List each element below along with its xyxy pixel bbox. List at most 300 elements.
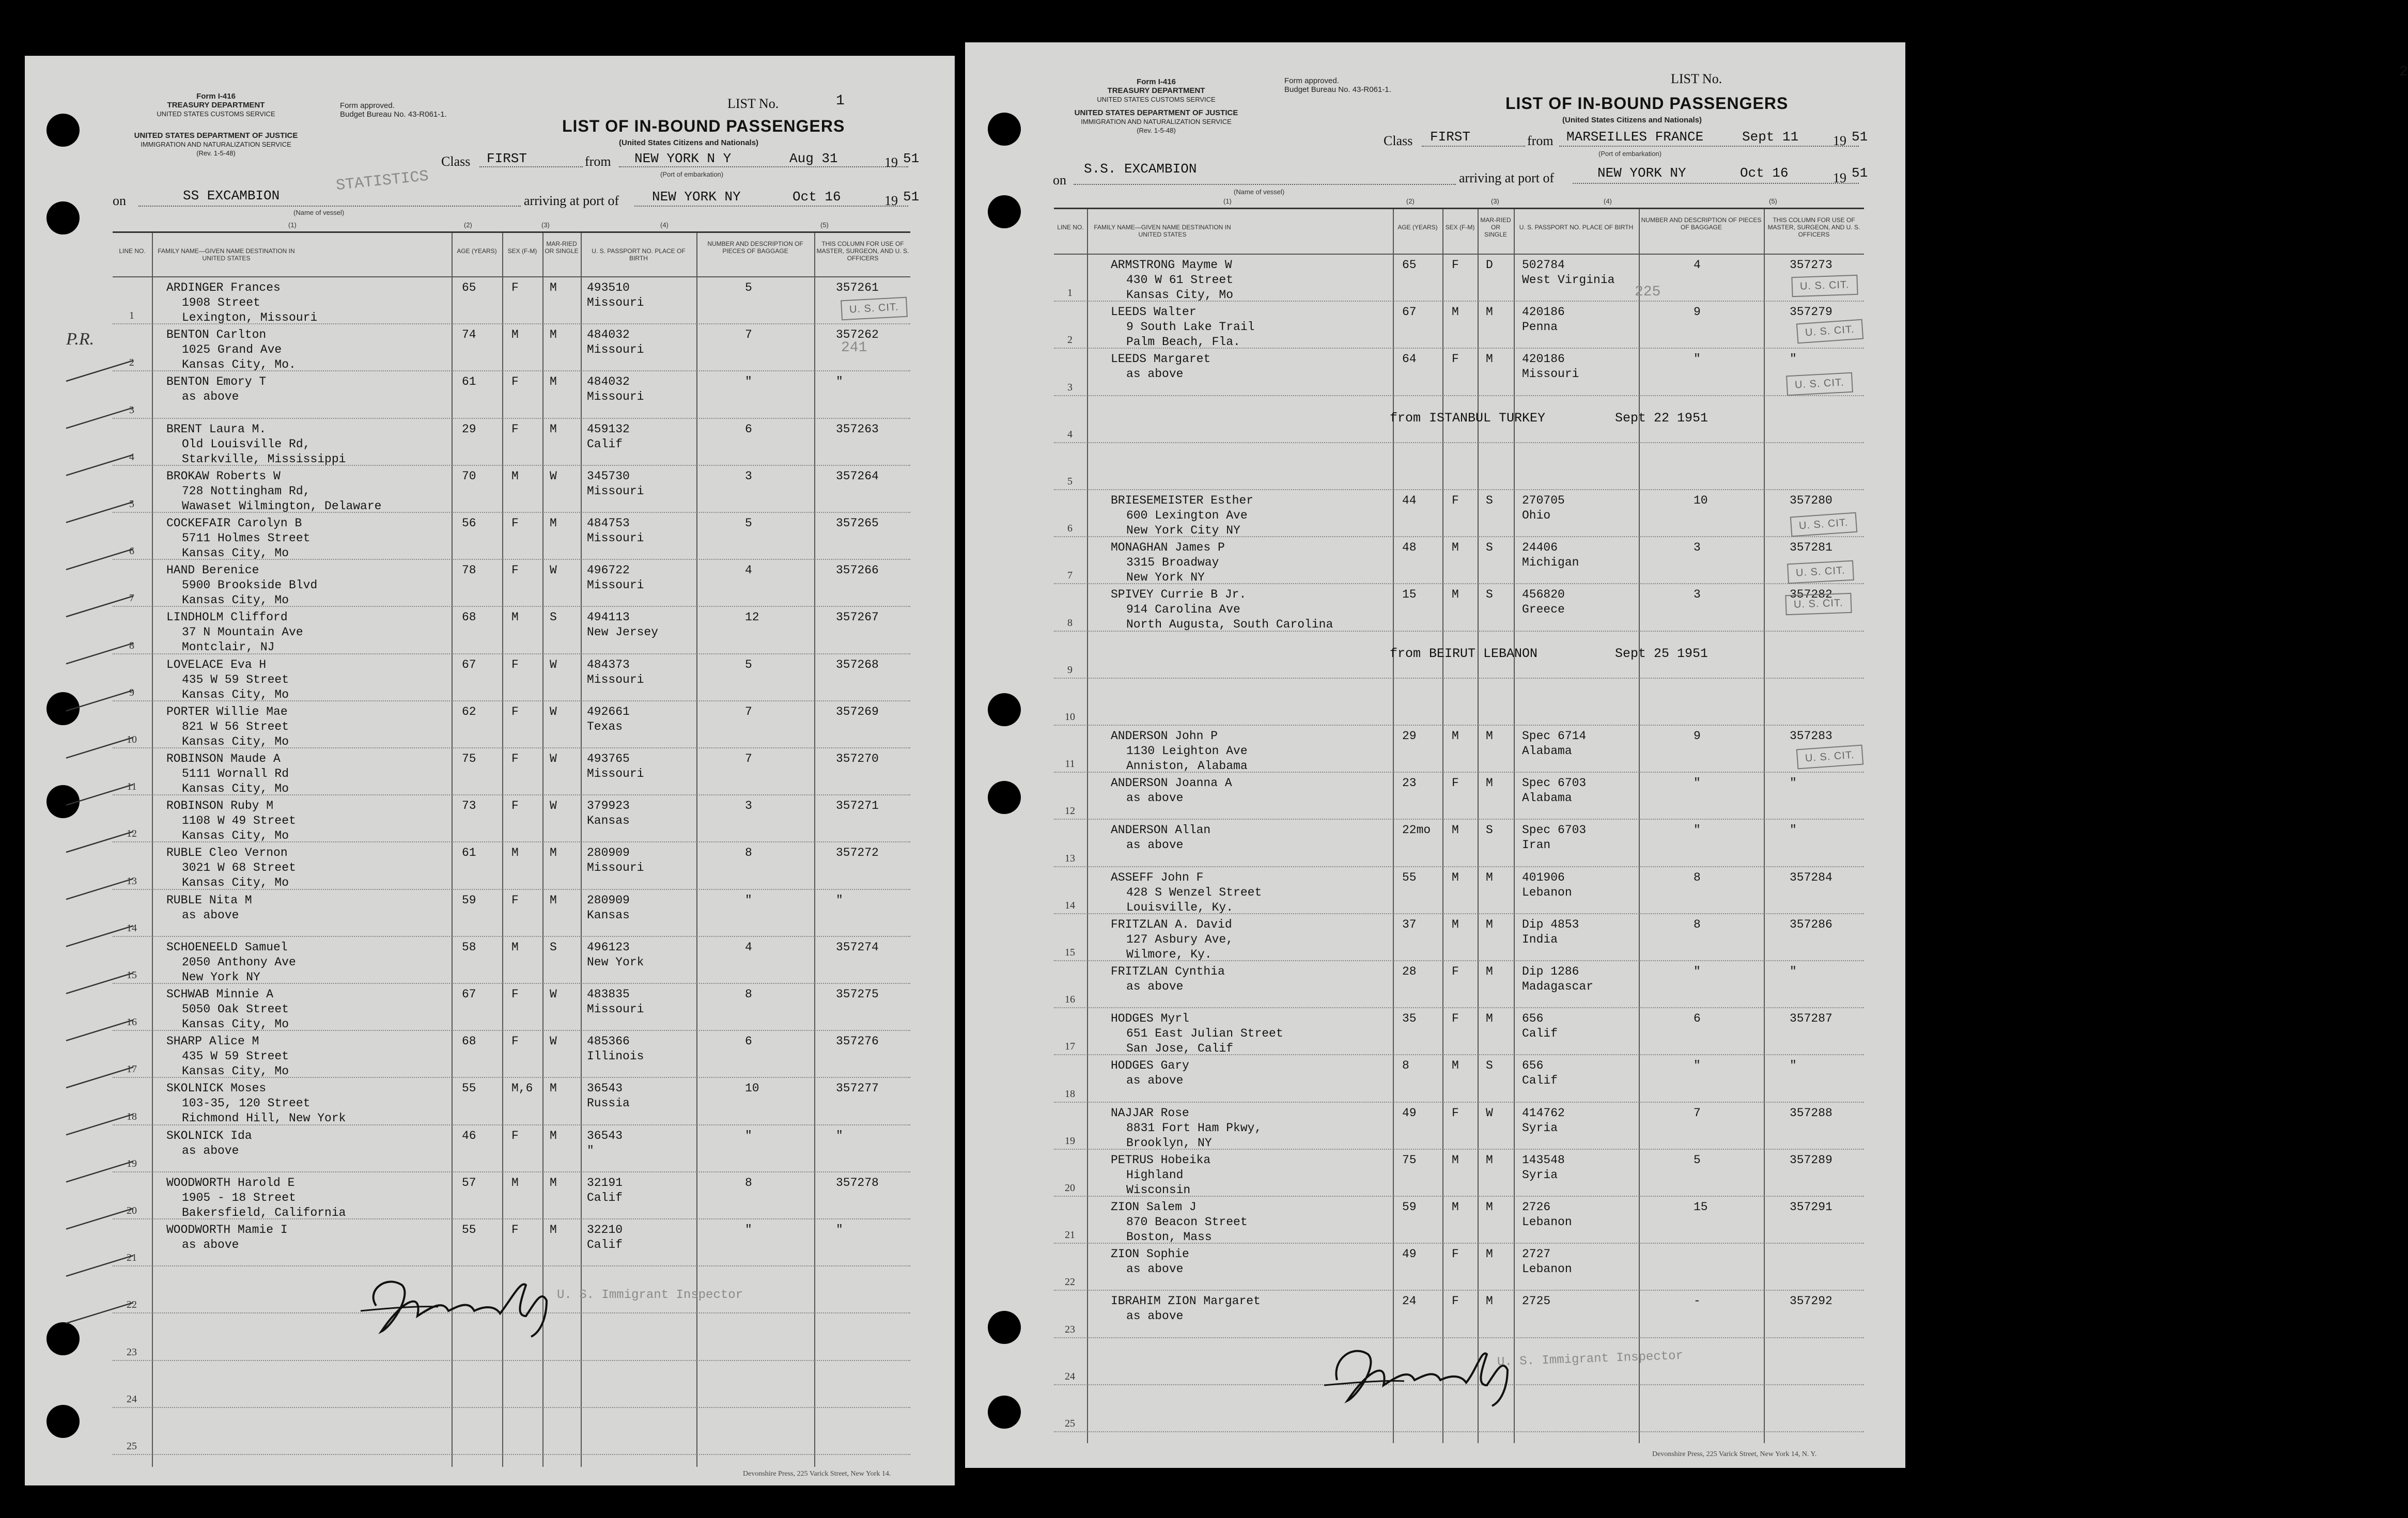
line-number: 18 (1065, 1088, 1075, 1100)
line-number: 19 (1065, 1135, 1075, 1147)
passenger-age: 67 (462, 658, 476, 671)
place-of-birth: Missouri (1522, 367, 1579, 381)
passenger-age: 57 (462, 1176, 476, 1190)
passenger-marital: S (550, 611, 557, 624)
passport-number: 270705 (1522, 494, 1565, 507)
line-number: 21 (127, 1252, 137, 1264)
passenger-age: 65 (462, 281, 476, 294)
row-separator (1054, 489, 1864, 490)
punch-hole (988, 781, 1021, 814)
passport-number: 2725 (1522, 1294, 1551, 1308)
passenger-address-line: 1108 W 49 Street (182, 814, 296, 828)
passenger-address-line: 127 Asbury Ave, (1126, 932, 1234, 946)
passenger-sex: F (511, 799, 519, 813)
passenger-marital: S (1486, 541, 1493, 555)
passenger-address-line: as above (182, 1144, 239, 1157)
passport-number: 485366 (587, 1035, 630, 1048)
official-number: " (836, 1223, 843, 1237)
passenger-address-city: Kansas City, Mo (1126, 288, 1234, 302)
passenger-sex: F (511, 281, 519, 294)
place-of-birth: Iran (1522, 838, 1551, 852)
passenger-address-line: as above (1126, 791, 1184, 805)
official-number: 357266 (836, 564, 879, 577)
pencil-annotation: P.R. (66, 330, 95, 349)
passenger-marital: M (1486, 1294, 1493, 1308)
official-number: 357289 (1790, 1153, 1832, 1167)
line-number: 1 (129, 310, 134, 322)
official-number: 357267 (836, 611, 879, 624)
passenger-address-line: 914 Carolina Ave (1126, 603, 1240, 617)
class-value: FIRST (487, 151, 527, 166)
passenger-sex: M (1452, 1200, 1459, 1214)
punch-hole (988, 1396, 1021, 1429)
arriving-year: 51 (1852, 165, 1868, 181)
col-header-line: LINE NO. (1057, 224, 1084, 231)
col-header-name: FAMILY NAME—GIVEN NAME DESTINATION IN UNITED STATES (1094, 224, 1231, 238)
passenger-age: 15 (1402, 588, 1417, 602)
col-num: (2) (1406, 197, 1415, 205)
place-of-birth: Texas (587, 719, 623, 733)
arriving-date: Oct 16 (1740, 165, 1789, 181)
col-header-sex: SEX (F-M) (1445, 224, 1475, 231)
passenger-sex: M (1452, 917, 1459, 931)
service-name-2: IMMIGRATION AND NATURALIZATION SERVICE (1081, 118, 1232, 126)
passenger-address-city: Kansas City, Mo (182, 687, 289, 701)
baggage-count: 15 (1694, 1200, 1708, 1214)
passenger-marital: M (550, 281, 557, 294)
passenger-age: 44 (1402, 494, 1417, 507)
official-number: 357291 (1790, 1200, 1832, 1214)
passenger-address-city: Wisconsin (1126, 1183, 1191, 1197)
passenger-sex: F (511, 658, 519, 671)
passenger-sex: M (511, 1176, 519, 1190)
official-number: 357287 (1790, 1012, 1832, 1026)
baggage-count: " (745, 375, 752, 389)
baggage-count: 8 (1694, 870, 1701, 884)
us-citizen-stamp: U. S. CIT. (1785, 593, 1852, 615)
passenger-address-city: Brooklyn, NY (1126, 1136, 1212, 1150)
passenger-marital: M (550, 893, 557, 907)
baggage-count: " (1694, 823, 1701, 837)
passenger-address-city: Kansas City, Mo. (182, 358, 296, 372)
departure-from-label: from (1390, 646, 1421, 661)
passenger-name: SCHWAB Minnie A (166, 988, 274, 1001)
passenger-name: LINDHOLM Clifford (166, 611, 288, 624)
place-of-birth: Lebanon (1522, 885, 1572, 899)
passenger-age: 55 (1402, 870, 1417, 884)
passenger-name: MONAGHAN James P (1111, 541, 1225, 555)
line-number: 2 (129, 357, 134, 369)
passport-number: 484373 (587, 658, 630, 671)
line-number: 9 (129, 686, 134, 698)
baggage-count: 7 (745, 705, 752, 718)
us-citizen-stamp: U. S. CIT. (1787, 560, 1854, 584)
punch-hole (988, 113, 1021, 146)
passenger-marital: M (1486, 917, 1493, 931)
passenger-address-city: Richmond Hill, New York (182, 1112, 346, 1125)
passenger-sex: M (1452, 588, 1459, 602)
official-number: 357273 (1790, 258, 1832, 272)
col-header-sex: SEX (F-M) (507, 247, 537, 255)
baggage-count: " (1694, 965, 1701, 978)
passenger-age: 29 (462, 422, 476, 436)
approved-line-1: Form approved. (1284, 76, 1339, 85)
line-number: 7 (1067, 570, 1073, 582)
passenger-address-line: 430 W 61 Street (1126, 273, 1234, 287)
passenger-marital: W (550, 988, 557, 1001)
col-num: (5) (1769, 197, 1777, 205)
place-of-birth: Missouri (587, 672, 644, 686)
passenger-address-city: Boston, Mass (1126, 1230, 1212, 1244)
printer-imprint: Devonshire Press, 225 Varick Street, New York 14, N. Y. (1652, 1450, 1817, 1458)
arriving-date: Oct 16 (793, 189, 841, 205)
passenger-sex: F (511, 752, 519, 765)
embark-year: 51 (903, 151, 920, 166)
passenger-address-city: Kansas City, Mo (182, 734, 289, 748)
passenger-marital: W (550, 1035, 557, 1048)
place-of-birth: Greece (1522, 603, 1565, 617)
baggage-count: 8 (745, 988, 752, 1001)
official-number: 357274 (836, 940, 879, 954)
arriving-line (634, 206, 908, 207)
line-number: 22 (127, 1299, 137, 1311)
passenger-name: ZION Sophie (1111, 1247, 1189, 1261)
passenger-address-line: as above (1126, 1074, 1184, 1088)
row-separator (1054, 1431, 1864, 1432)
line-number: 6 (1067, 523, 1073, 535)
official-number: 357269 (836, 705, 879, 718)
passenger-marital: W (550, 469, 557, 483)
passenger-age: 59 (1402, 1200, 1417, 1214)
passenger-age: 61 (462, 375, 476, 389)
passenger-address-line: 103-35, 120 Street (182, 1097, 310, 1110)
official-number: " (1790, 352, 1797, 366)
official-number: " (1790, 776, 1797, 790)
from-line (619, 166, 908, 167)
passenger-age: 61 (462, 846, 476, 860)
baggage-count: 5 (745, 517, 752, 530)
passenger-sex: F (1452, 1012, 1459, 1026)
line-number: 2 (1067, 334, 1073, 346)
passport-number: 414762 (1522, 1106, 1565, 1120)
passenger-marital: M (1486, 1153, 1493, 1167)
row-separator (1054, 1290, 1864, 1291)
baggage-count: 3 (745, 799, 752, 813)
passport-number: 484032 (587, 375, 630, 389)
passenger-age: 78 (462, 564, 476, 577)
passenger-marital: M (550, 846, 557, 860)
us-citizen-stamp: U. S. CIT. (841, 297, 907, 321)
official-number: " (836, 893, 843, 907)
row-separator (1054, 866, 1864, 867)
passenger-address-city: North Augusta, South Carolina (1126, 618, 1333, 632)
passenger-name: ANDERSON John P (1111, 729, 1218, 743)
line-number: 19 (127, 1157, 137, 1169)
passenger-name: ROBINSON Ruby M (166, 799, 274, 813)
passenger-age: 59 (462, 893, 476, 907)
faint-number: 225 (1635, 284, 1661, 300)
line-number: 15 (1065, 947, 1075, 958)
punch-hole (988, 1311, 1021, 1344)
passport-number: 401906 (1522, 870, 1565, 884)
passenger-sex: M (1452, 870, 1459, 884)
passenger-sex: F (1452, 494, 1459, 507)
passenger-age: 22mo (1402, 823, 1431, 837)
passenger-address-line: as above (182, 390, 239, 404)
passport-number: 459132 (587, 422, 630, 436)
passenger-address-line: 435 W 59 Street (182, 672, 289, 686)
passenger-age: 67 (1402, 305, 1417, 319)
official-number: " (836, 375, 843, 389)
passenger-name: WOODWORTH Mamie I (166, 1223, 288, 1237)
passport-number: 484032 (587, 328, 630, 342)
on-label: on (1053, 173, 1066, 187)
passenger-age: 62 (462, 705, 476, 718)
passenger-sex: F (511, 375, 519, 389)
arriving-line (1573, 183, 1859, 184)
row-separator (113, 418, 910, 419)
passenger-sex: M (1452, 541, 1459, 555)
passenger-sex: M (511, 846, 519, 860)
place-of-birth: Calif (587, 1191, 623, 1204)
col-header-line: LINE NO. (119, 247, 146, 255)
line-number: 24 (1065, 1370, 1075, 1382)
line-number: 17 (127, 1063, 137, 1075)
passenger-address-city: Kansas City, Mo (182, 1065, 289, 1078)
passenger-marital: S (1486, 1059, 1493, 1073)
line-number: 7 (129, 592, 134, 604)
passenger-marital: M (1486, 965, 1493, 978)
punch-hole (46, 114, 80, 147)
service-name: UNITED STATES CUSTOMS SERVICE (1097, 96, 1216, 103)
official-number: 357270 (836, 752, 879, 765)
line-number: 15 (127, 969, 137, 981)
passport-number: 502784 (1522, 258, 1565, 272)
place-of-birth: Missouri (587, 578, 644, 592)
passport-number: 493765 (587, 752, 630, 765)
passenger-address-city: Anniston, Alabama (1126, 759, 1248, 773)
place-of-birth: Missouri (587, 484, 644, 498)
from-label: from (1527, 133, 1553, 148)
place-of-birth: New Jersey (587, 625, 659, 639)
passenger-name: WOODWORTH Harold E (166, 1176, 295, 1190)
baggage-count: " (745, 1129, 752, 1143)
revision: (Rev. 1-5-48) (196, 149, 236, 157)
passenger-name: NAJJAR Rose (1111, 1106, 1189, 1120)
passenger-name: LEEDS Margaret (1111, 352, 1211, 366)
passenger-address-line: 2050 Anthony Ave (182, 955, 296, 969)
us-citizen-stamp: U. S. CIT. (1791, 275, 1858, 297)
from-label: from (585, 154, 611, 169)
form-header-justice (107, 131, 324, 158)
line-number: 4 (129, 451, 134, 463)
passenger-marital: M (550, 328, 557, 342)
official-number: " (1790, 965, 1797, 978)
punch-hole (988, 693, 1021, 726)
row-separator (1054, 678, 1864, 679)
place-of-birth: " (587, 1144, 594, 1157)
passenger-name: SKOLNICK Moses (166, 1082, 267, 1096)
statistics-stamp: STATISTICS (335, 167, 430, 195)
form-header (149, 92, 283, 118)
col-header-name: FAMILY NAME—GIVEN NAME DESTINATION IN UNITED STATES (158, 247, 295, 262)
embark-year: 51 (1852, 129, 1868, 145)
passenger-address-line: as above (182, 1238, 239, 1251)
line-number: 17 (1065, 1041, 1075, 1053)
row-separator (113, 1360, 910, 1361)
manifest-sheet-1 (25, 56, 955, 1485)
official-number: 357271 (836, 799, 879, 813)
passenger-age: 28 (1402, 965, 1417, 978)
passport-number: 280909 (587, 846, 630, 860)
passenger-marital: S (550, 940, 557, 954)
arriving-year-prefix: 19 (1833, 170, 1846, 185)
passenger-marital: S (1486, 823, 1493, 837)
passenger-address-city: New York City NY (1126, 524, 1240, 537)
col-header-officers: THIS COLUMN FOR USE OF MASTER, SURGEON, AND U. S. OFFICERS (816, 240, 909, 262)
passenger-address-line: 728 Nottingham Rd, (182, 484, 310, 498)
baggage-count: " (745, 1223, 752, 1237)
passenger-address-line: 428 S Wenzel Street (1126, 885, 1262, 899)
place-of-birth: Missouri (587, 1003, 644, 1016)
passenger-marital: M (1486, 1012, 1493, 1026)
passport-number: 36543 (587, 1129, 623, 1143)
col-num: (4) (1604, 197, 1612, 205)
passenger-address-city: New York NY (1126, 571, 1205, 585)
place-of-birth: Calif (1522, 1027, 1558, 1041)
passenger-address-line: 1130 Leighton Ave (1126, 744, 1248, 758)
arriving-port: NEW YORK NY (652, 189, 741, 205)
baggage-count: 10 (1694, 494, 1708, 507)
official-number: 357280 (1790, 494, 1832, 507)
official-number: 357282 (1790, 588, 1832, 602)
passenger-sex: M (1452, 823, 1459, 837)
line-number: 24 (127, 1393, 137, 1405)
list-value: 2 (2399, 64, 2408, 80)
official-number: 357278 (836, 1176, 879, 1190)
passenger-name: PORTER Willie Mae (166, 705, 288, 718)
passenger-name: ZION Salem J (1111, 1200, 1197, 1214)
passenger-marital: M (550, 1176, 557, 1190)
baggage-count: " (1694, 776, 1701, 790)
place-of-birth: Missouri (587, 343, 644, 357)
passenger-address-line: 870 Beacon Street (1126, 1215, 1248, 1229)
col-header-baggage: NUMBER AND DESCRIPTION OF PIECES OF BAGGAGE (1641, 216, 1762, 231)
row-separator (1054, 395, 1864, 396)
place-of-birth: Illinois (587, 1050, 644, 1063)
arriving-port: NEW YORK NY (1597, 165, 1686, 181)
passenger-name: BENTON Carlton (166, 328, 267, 342)
arriving-label: arriving at port of (524, 193, 619, 208)
arriving-year: 51 (903, 189, 920, 205)
line-number: 16 (127, 1016, 137, 1028)
passenger-name: FRITZLAN Cynthia (1111, 965, 1225, 978)
col-num: (4) (660, 221, 669, 229)
passenger-address-line: as above (1126, 1262, 1184, 1276)
passenger-sex: F (1452, 1247, 1459, 1261)
us-citizen-stamp: U. S. CIT. (1796, 745, 1863, 770)
passenger-name: HAND Berenice (166, 564, 259, 577)
baggage-count: 4 (745, 940, 752, 954)
passport-number: 493510 (587, 281, 630, 294)
official-number: " (1790, 823, 1797, 837)
row-separator (1054, 819, 1864, 820)
passenger-address-city: Wawaset Wilmington, Delaware (182, 499, 382, 513)
baggage-count: 3 (745, 469, 752, 483)
passenger-age: 49 (1402, 1247, 1417, 1261)
line-number: 3 (1067, 381, 1073, 393)
baggage-count: 10 (745, 1082, 759, 1096)
passenger-sex: F (1452, 776, 1459, 790)
from-line (1559, 146, 1859, 147)
official-number: 357283 (1790, 729, 1832, 743)
passenger-name: FRITZLAN A. David (1111, 917, 1232, 931)
line-number: 5 (129, 498, 134, 510)
row-separator (1054, 1337, 1864, 1338)
passenger-sex: F (511, 1035, 519, 1048)
passenger-marital: W (550, 752, 557, 765)
embark-date: Sept 11 (1742, 129, 1799, 145)
passenger-address-line: as above (1126, 1309, 1184, 1323)
service-name: UNITED STATES CUSTOMS SERVICE (157, 110, 275, 118)
arriving-year-prefix: 19 (884, 193, 898, 208)
place-of-birth: Syria (1522, 1121, 1558, 1135)
passenger-sex: F (511, 893, 519, 907)
place-of-birth: Ohio (1522, 509, 1551, 522)
passenger-name: IBRAHIM ZION Margaret (1111, 1294, 1261, 1308)
passport-number: Spec 6703 (1522, 823, 1587, 837)
passenger-name: ANDERSON Allan (1111, 823, 1211, 837)
passport-number: 379923 (587, 799, 630, 813)
passenger-age: 74 (462, 328, 476, 342)
line-number: 25 (1065, 1418, 1075, 1429)
passenger-name: ANDERSON Joanna A (1111, 776, 1232, 790)
baggage-count: 6 (745, 422, 752, 436)
col-num: (1) (1223, 197, 1232, 205)
passenger-age: 67 (462, 988, 476, 1001)
embark-date: Aug 31 (789, 151, 838, 166)
form-number: Form I-416 (196, 92, 236, 101)
dept-name: TREASURY DEPARTMENT (1107, 86, 1205, 95)
passenger-address-line: 3315 Broadway (1126, 556, 1219, 570)
passenger-address-city: Montclair, NJ (182, 640, 275, 654)
passenger-address-city: Lexington, Missouri (182, 311, 318, 324)
passenger-name: HODGES Myrl (1111, 1012, 1189, 1026)
passenger-address-line: 600 Lexington Ave (1126, 509, 1248, 522)
baggage-count: 7 (1694, 1106, 1701, 1120)
passenger-age: 8 (1402, 1059, 1409, 1073)
line-number: 9 (1067, 664, 1073, 676)
passenger-address-line: 1905 - 18 Street (182, 1191, 296, 1204)
place-of-birth: Calif (587, 1238, 623, 1251)
passenger-sex: F (1452, 1294, 1459, 1308)
line-number: 10 (1065, 711, 1075, 723)
place-of-birth: Kansas (587, 908, 630, 922)
passenger-address-line: 3021 W 68 Street (182, 861, 296, 875)
page-subtitle: (United States Citizens and Nationals) (619, 138, 759, 147)
class-label: Class (441, 154, 471, 169)
passport-number: 494113 (587, 611, 630, 624)
passenger-address-line: as above (1126, 838, 1184, 852)
official-number: 357292 (1790, 1294, 1832, 1308)
vessel-line (138, 206, 521, 207)
passport-number: 24406 (1522, 541, 1558, 555)
passenger-age: 24 (1402, 1294, 1417, 1308)
place-of-birth: Kansas (587, 814, 630, 828)
passenger-name: COCKEFAIR Carolyn B (166, 517, 302, 530)
passenger-name: RUBLE Nita M (166, 893, 252, 907)
passport-number: 36543 (587, 1082, 623, 1096)
